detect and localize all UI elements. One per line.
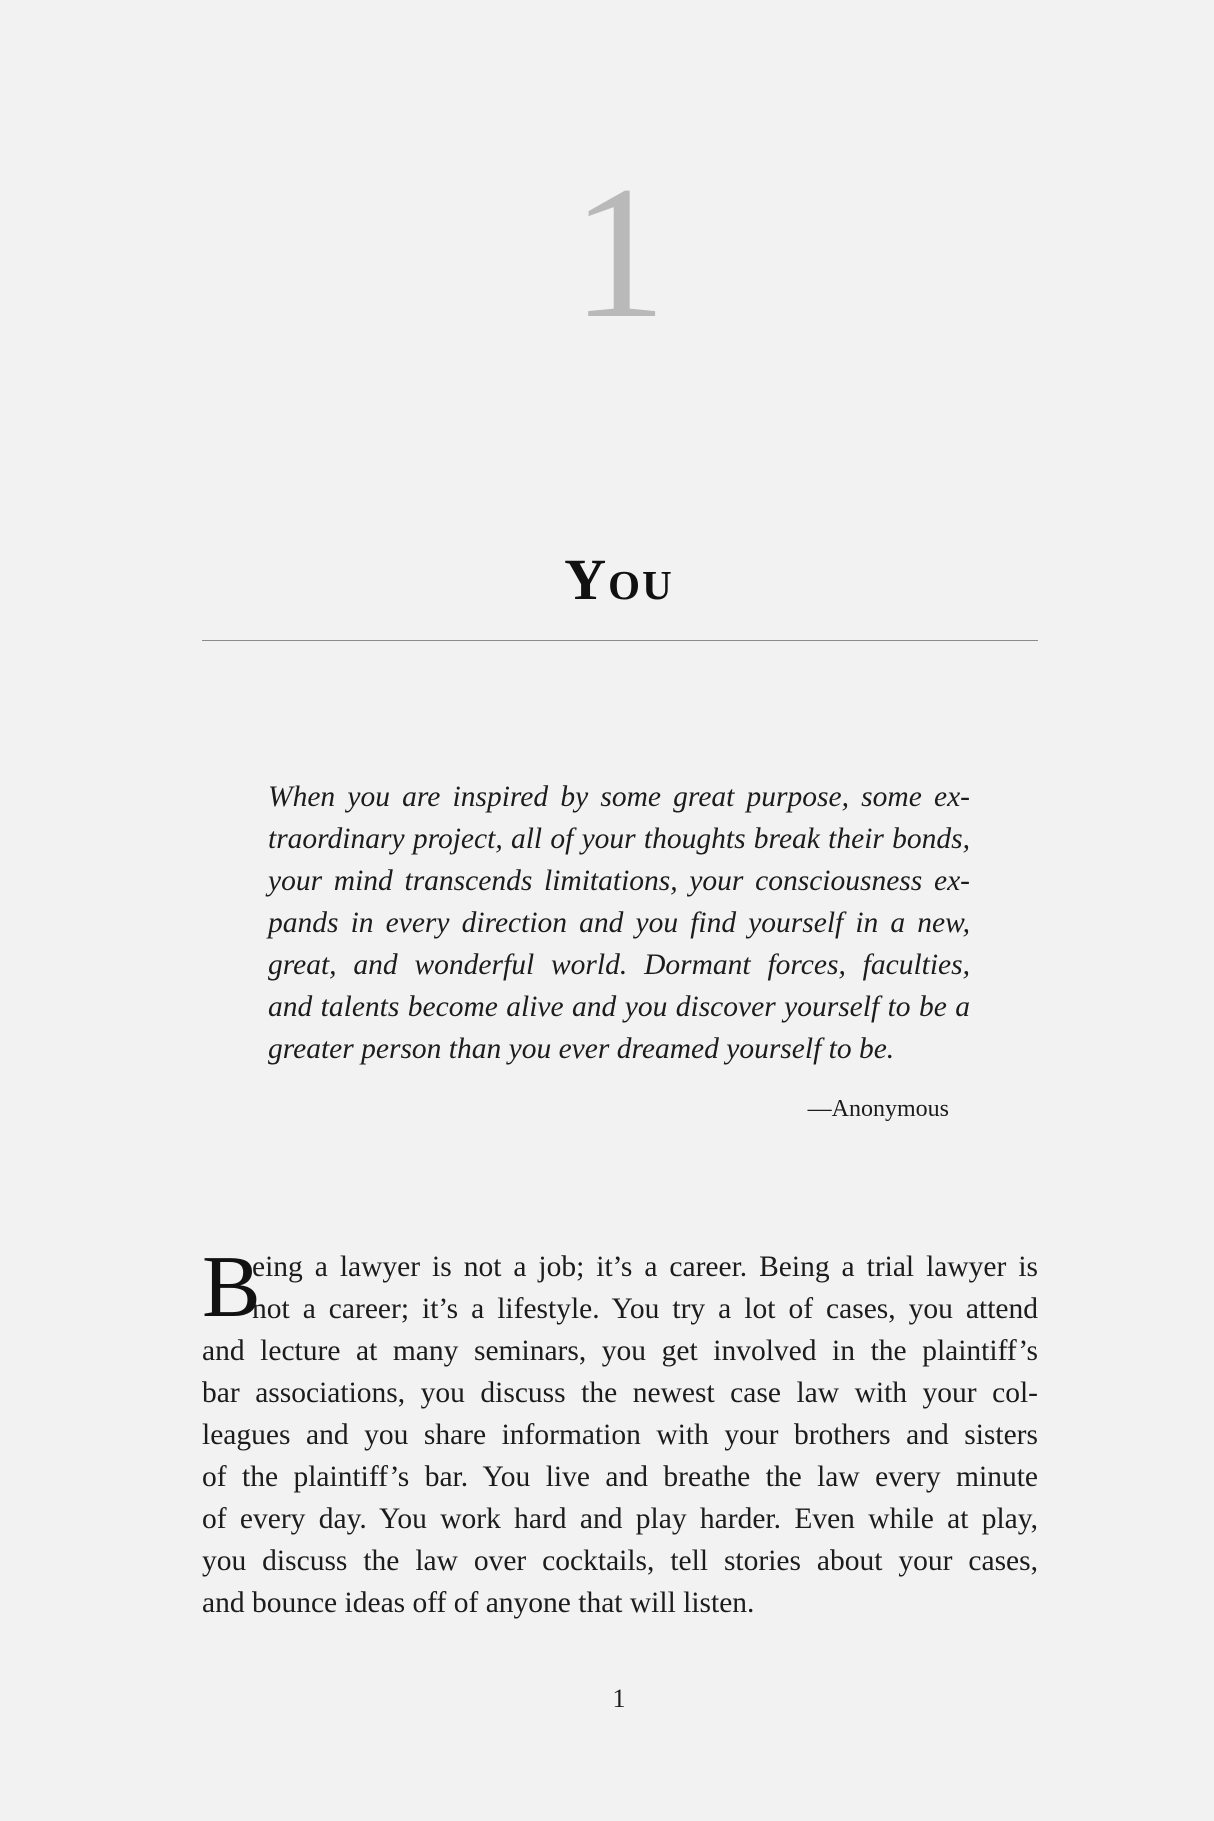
- body-paragraph: [202, 1239, 1038, 1624]
- chapter-number: 1: [571, 148, 667, 358]
- epigraph-line: great, and wonderful world. Dormant forces, faculties,: [268, 949, 970, 981]
- chapter-title: You: [564, 547, 674, 612]
- epigraph-line: When you are inspired by some great purpose, some ex-: [268, 781, 970, 813]
- body-line: of every day. You work hard and play harder. Even while at play,: [202, 1503, 1038, 1535]
- epigraph-line: your mind transcends limitations, your consciousness ex-: [268, 865, 970, 897]
- body-line: not a career; it’s a lifestyle. You try a lot of cases, you attend: [252, 1293, 1038, 1325]
- body-line: eing a lawyer is not a job; it’s a career. Being a trial lawyer is: [252, 1251, 1038, 1283]
- epigraph-line: greater person than you ever dreamed yourself to be.: [268, 1033, 895, 1065]
- epigraph-line: traordinary project, all of your thoughts break their bonds,: [268, 823, 970, 855]
- body-line: and lecture at many seminars, you get involved in the plaintiff’s: [202, 1335, 1038, 1367]
- drop-cap: B: [202, 1239, 261, 1336]
- epigraph-quote: [268, 776, 970, 1070]
- body-line: you discuss the law over cocktails, tell stories about your cases,: [202, 1545, 1038, 1577]
- body-line: and bounce ideas off of anyone that will listen.: [202, 1587, 755, 1619]
- title-divider: [202, 640, 1038, 641]
- body-line: leagues and you share information with your brothers and sisters: [202, 1419, 1038, 1451]
- body-line: of the plaintiff’s bar. You live and breathe the law every minute: [202, 1461, 1038, 1493]
- epigraph-line: pands in every direction and you find yourself in a new,: [268, 907, 970, 939]
- epigraph-attribution: —Anonymous: [807, 1096, 949, 1122]
- epigraph-line: and talents become alive and you discover yourself to be a: [268, 991, 970, 1023]
- body-line: bar associations, you discuss the newest case law with your col-: [202, 1377, 1038, 1409]
- page-number: 1: [612, 1684, 626, 1713]
